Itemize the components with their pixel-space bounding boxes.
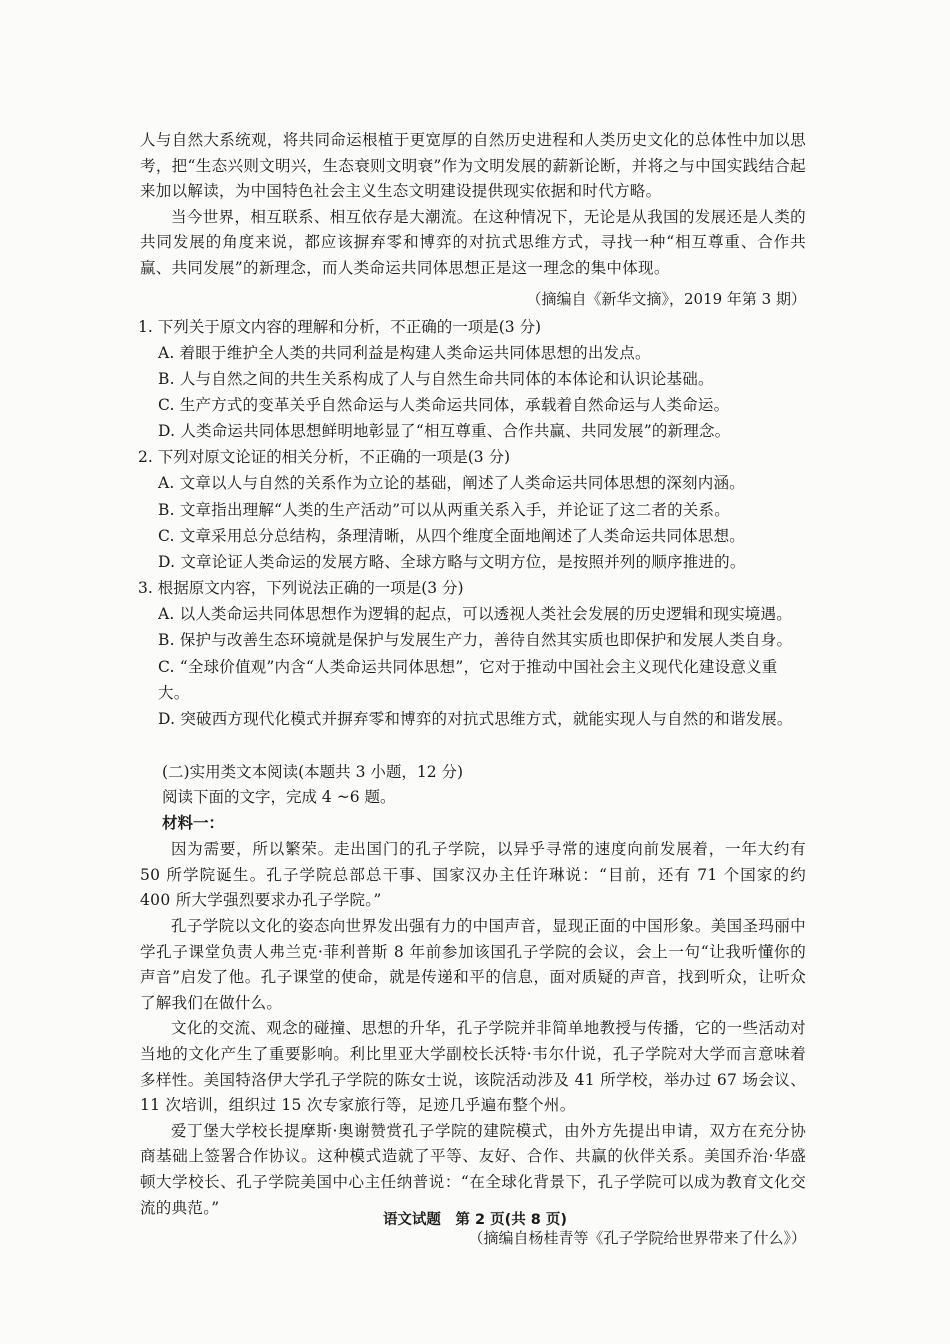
question-stem: 3. 根据原文内容，下列说法正确的一项是(3 分) (138, 579, 464, 598)
question-option: D. 突破西方现代化模式并摒弃零和博弈的对抗式思维方式，就能实现人与自然的和谐发展。 (158, 710, 793, 728)
material-label: 材料一： (162, 813, 225, 833)
passage-paragraph: 人与自然大系统观，将共同命运根植于更宽厚的自然历史进程和人类历史文化的总体性中加以思考，把“生态兴则文明兴，生态衰则文明衰”作为文明发展的薪新论断，并将之与中国实践结合起来加以解读，为中国特色社会主义生态文明建设提供现实依据和时代方略。 (140, 131, 806, 201)
page-footer: 语文试题 第 2 页(共 8 页) (382, 1212, 568, 1228)
question-option: C. 生产方式的变革关乎自然命运与人类命运共同体，承载着自然命运与人类命运。 (158, 395, 730, 414)
passage-source: （摘编自《新华文摘》，2019 年第 3 期） (526, 289, 806, 308)
material-paragraph: 文化的交流、观念的碰撞、思想的升华，孔子学院并非简单地教授与传播，它的一些活动对当地的文化产生了重要影响。利比里亚大学副校长沃特·韦尔什说，孔子学院对大学而言意味着多样性。美国特洛伊大学孔子学院的陈女士说，该院活动涉及 41 所学校，举办过 67 场会议、11 次培训，组织过 15 次专家旅行等，足迹几乎遍布整个州。 (140, 1019, 806, 1115)
passage-paragraph: 当今世界，相互联系、相互依存是大潮流。在这种情况下，无论是从我国的发展还是人类的共同发展的角度来说，都应该摒弃零和博弈的对抗式思维方式，寻找一种“相互尊重、合作共赢、共同发展”的新理念，而人类命运共同体思想正是这一理念的集中体现。 (140, 207, 806, 277)
page-content (140, 128, 806, 1253)
question-3 (140, 575, 806, 732)
question-option: A. 文章以人与自然的关系作为立论的基础，阐述了人类命运共同体思想的深刻内涵。 (158, 474, 745, 493)
question-stem: 2. 下列对原文论证的相关分析，不正确的一项是(3 分) (138, 448, 511, 467)
question-1 (140, 314, 806, 445)
question-option: C. “全球价值观”内含“人类命运共同体思想”，它对于推动中国社会主义现代化建设意义重大。 (158, 657, 778, 702)
question-option: D. 文章论证人类命运的发展方略、全球方略与文明方位，是按照并列的顺序推进的。 (158, 552, 746, 571)
question-option: B. 文章指出理解“人类的生产活动”可以从两重关系入手，并论证了这二者的关系。 (158, 500, 730, 519)
question-option: A. 着眼于维护全人类的共同利益是构建人类命运共同体思想的出发点。 (158, 343, 651, 362)
question-option: B. 人与自然之间的共生关系构成了人与自然生命共同体的本体论和认识论基础。 (158, 369, 714, 388)
question-option: D. 人类命运共同体思想鲜明地彰显了“相互尊重、合作共赢、共同发展”的新理念。 (158, 422, 731, 441)
material-source: （摘编自杨桂青等《孔子学院给世界带来了什么》） (468, 1229, 806, 1248)
section-instruction: 阅读下面的文字，完成 4 ~6 题。 (162, 788, 396, 807)
material-paragraph: 因为需要，所以繁荣。走出国门的孔子学院，以异乎寻常的速度向前发展着，一年大约有 50 所学院诞生。孔子学院总部总干事、国家汉办主任许琳说：“目前，还有 71 个国家的约 400 所大学强烈要求办孔子学院。” (140, 840, 806, 910)
question-option: C. 文章采用总分总结构，条理清晰，从四个维度全面地阐述了人类命运共同体思想。 (158, 526, 745, 545)
question-option: A. 以人类命运共同体思想作为逻辑的起点，可以透视人类社会发展的历史逻辑和现实境遇。 (158, 605, 792, 624)
material-paragraph: 爱丁堡大学校长提摩斯·奥谢赞赏孔子学院的建院模式，由外方先提出申请，双方在充分协商基础上签署合作协议。这种模式造就了平等、友好、合作、共赢的伙伴关系。美国乔治·华盛顿大学校长、孔子学院美国中心主任纳普说：“在全球化背景下，孔子学院可以成为教育文化交流的典范。” (140, 1121, 806, 1217)
question-stem: 1. 下列关于原文内容的理解和分析，不正确的一项是(3 分) (138, 317, 542, 336)
question-option: B. 保护与改善生态环境就是保护与发展生产力，善待自然其实质也即保护和发展人类自身。 (158, 631, 793, 650)
material-paragraph: 孔子学院以文化的姿态向世界发出强有力的中国声音，显现正面的中国形象。美国圣玛丽中学孔子课堂负责人弗兰克·菲利普斯 8 年前参加该国孔子学院的会议，会上一句“让我听懂你的声音”启发了他。孔子课堂的使命，就是传递和平的信息，面对质疑的声音，找到听众，让听众了解我们在做什么。 (140, 916, 806, 1012)
question-2 (140, 444, 806, 575)
section-title: (二)实用类文本阅读(本题共 3 小题，12 分) (162, 763, 464, 782)
